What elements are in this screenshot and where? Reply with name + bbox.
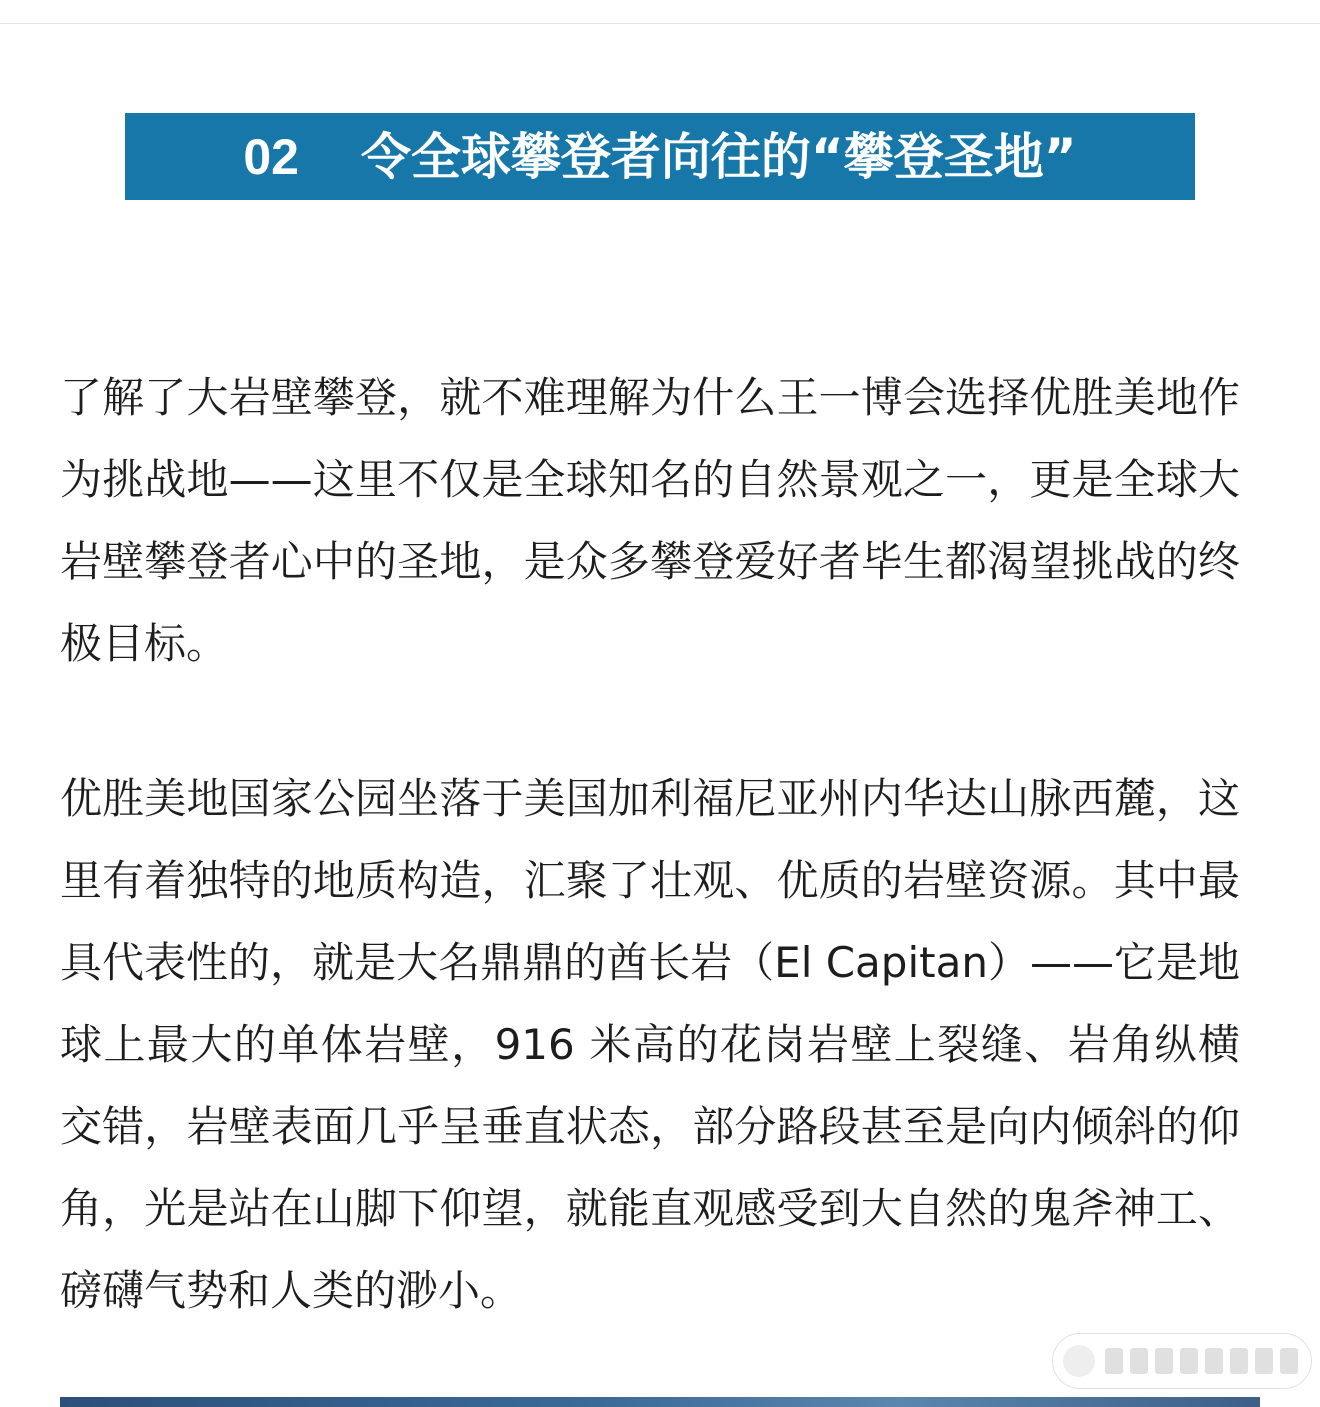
watermark-bar [1130,1348,1148,1374]
section-title: 令全球攀登者向往的“攀登圣地” [360,127,1077,186]
section-number: 02 [243,128,299,185]
watermark-bar [1105,1348,1123,1374]
next-image-preview [60,1397,1260,1407]
watermark-badge [1052,1333,1312,1389]
section-header-banner [125,113,1195,200]
top-divider [0,23,1320,24]
intro-paragraph: 了解了大岩壁攀登，就不难理解为什么王一博会选择优胜美地作为挑战地——这里不仅是全球知名的自然景观之一，更是全球大岩壁攀登者心中的圣地，是众多攀登爱好者毕生都渴望挑战的终极目标。 [60,373,1240,668]
watermark-bar [1180,1348,1198,1374]
watermark-bar [1230,1348,1248,1374]
watermark-bar [1255,1348,1273,1374]
watermark-bar [1155,1348,1173,1374]
yosemite-paragraph: 优胜美地国家公园坐落于美国加利福尼亚州内华达山脉西麓，这里有着独特的地质构造，汇聚了壮观、优质的岩壁资源。其中最具代表性的，就是大名鼎鼎的酋长岩（El Capitan）——它是地球上最大的单体岩壁，916 米高的花岗岩壁上裂缝、岩角纵横交错，岩壁表面几乎呈垂直状态，部分路段甚至是向内倾斜的仰角，光是站在山脚下仰望，就能直观感受到大自然的鬼斧神工、磅礴气势和人类的渺小。 [60,774,1240,1315]
circle-icon [1063,1345,1095,1377]
watermark-bars [1105,1348,1298,1374]
watermark-bar [1280,1348,1298,1374]
watermark-bar [1205,1348,1223,1374]
